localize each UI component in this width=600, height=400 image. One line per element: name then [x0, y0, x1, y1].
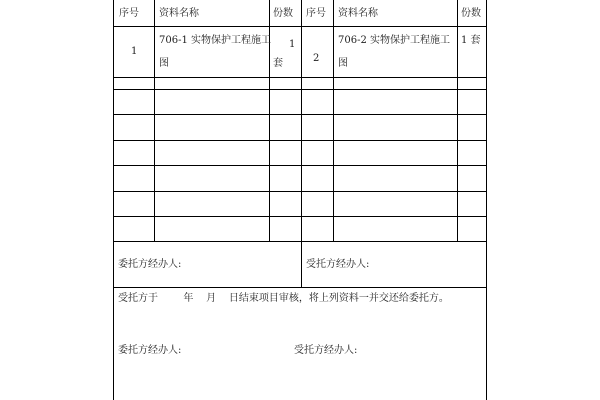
return-statement: 受托方于 年 月 日结束项目审核，将上列资料一并交还给委托方。: [118, 293, 449, 304]
header-seq-left: 序号: [119, 8, 139, 19]
table-rule-signature-bottom: [113, 287, 486, 288]
header-name-left: 资料名称: [159, 8, 199, 19]
table-rule-row8-bottom: [113, 241, 486, 242]
document-table-frame: [113, 0, 487, 400]
column-divider-seq-right: [333, 0, 334, 242]
row1-name-left-line1: 706-1 实物保护工程施工: [159, 35, 272, 46]
table-rule-row6-bottom: [113, 191, 486, 192]
row1-name-right-line1: 706-2 实物保护工程施工: [338, 35, 451, 46]
signature-delegator-handler: 委托方经办人:: [118, 259, 182, 270]
row1-count-left-line1: 1: [289, 39, 296, 50]
signature-trustee-handler: 受托方经办人:: [306, 259, 370, 270]
row1-seq-right: 2: [313, 53, 320, 64]
header-seq-right: 序号: [306, 8, 326, 19]
header-count-right: 份数: [461, 8, 481, 19]
row1-count-right: 1 套: [461, 35, 481, 46]
column-divider-name-right: [457, 0, 458, 242]
table-rule-row3-bottom: [113, 114, 486, 115]
return-delegator-handler: 委托方经办人:: [118, 345, 182, 356]
table-rule-row7-bottom: [113, 216, 486, 217]
row1-name-left-line2: 图: [159, 58, 169, 69]
row1-seq-left: 1: [131, 46, 138, 57]
row1-name-right-line2: 图: [338, 58, 348, 69]
table-rule-row2-bottom: [113, 89, 486, 90]
table-rule-row1-bottom: [113, 77, 486, 78]
column-divider-seq-left: [154, 0, 155, 242]
row1-count-left-line2: 套: [273, 58, 283, 69]
table-rule-row4-bottom: [113, 140, 486, 141]
header-count-left: 份数: [273, 8, 293, 19]
column-divider-count-left: [301, 0, 302, 287]
header-name-right: 资料名称: [338, 8, 378, 19]
return-trustee-handler: 受托方经办人:: [294, 345, 358, 356]
table-rule-row5-bottom: [113, 165, 486, 166]
table-rule-header-bottom: [113, 26, 486, 27]
